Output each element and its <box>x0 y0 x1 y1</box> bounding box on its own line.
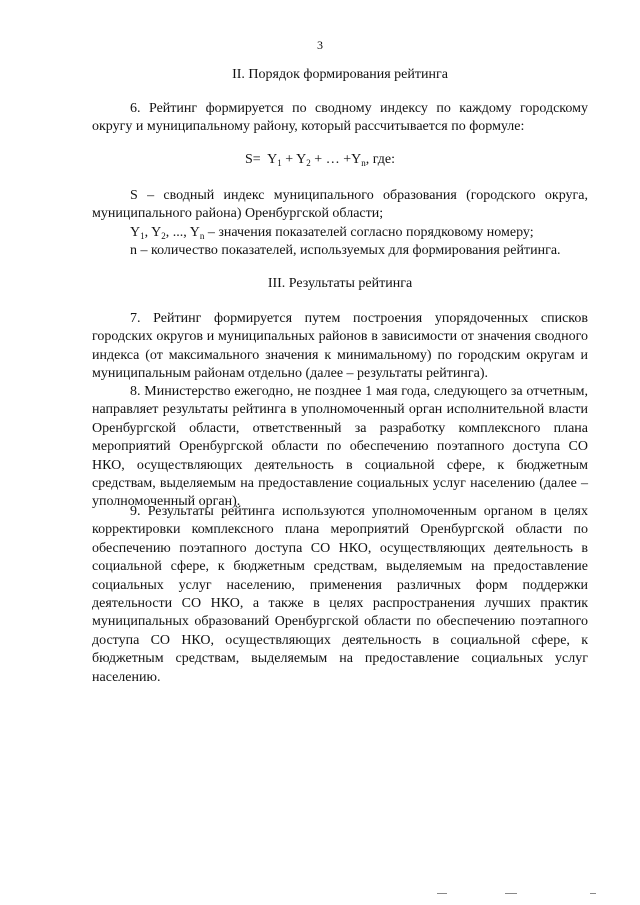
def-sub-1: 1 <box>140 231 145 241</box>
formula-sub-2: 2 <box>306 158 311 168</box>
formula-y1: Y <box>267 152 278 167</box>
scan-mark <box>505 893 517 894</box>
section-heading-3: III. Результаты рейтинга <box>267 276 413 291</box>
paragraph-9: 9. Результаты рейтинга используются уполномоченным органом в целях корректировки комплексного плана мероприятий Оренбургской области по обеспечению поэтапного доступа СО НКО, осуществляющих деятельность в социальной сфере, к бюджетным средствам, выделяемым на предоставление социальных услуг населению, применения различных форм поддержки деятельности СО НКО, а также в целях распространения лучших практик муниципальных образований Оренбургской области по обеспечению поэтапного доступа СО НКО, осуществляющих деятельность в социальной сфере, к бюджетным средствам, выделяемым на предоставление социальных услуг населению. <box>92 504 588 685</box>
def-sep-1: , <box>144 225 152 240</box>
formula-tail: , где: <box>365 152 395 167</box>
def-yn: Y <box>189 225 200 240</box>
section-heading-2: II. Порядок формирования рейтинга <box>232 67 448 82</box>
formula-sub-1: 1 <box>277 158 282 168</box>
formula-lhs: S= <box>244 152 261 167</box>
definition-s: S – сводный индекс муниципального образования (городского округа, муниципального района) Оренбургской области; <box>92 188 588 222</box>
def-y-text: – значения показателей согласно порядковому номеру; <box>204 225 534 240</box>
formula-plus: + <box>281 152 297 167</box>
scan-mark <box>437 893 447 894</box>
definition-n: n – количество показателей, используемых для формирования рейтинга. <box>130 243 561 258</box>
paragraph-8: 8. Министерство ежегодно, не позднее 1 мая года, следующего за отчетным, направляет результаты рейтинга в уполномоченный орган исполнительной власти Оренбургской области, ответственный за разработку комплексного плана мероприятий Оренбургской области по обеспечению поэтапного доступа СО НКО, осуществляющих деятельность в социальной сфере, к бюджетным средствам, выделяемым на предоставление социальных услуг населению (далее – уполномоченный орган). <box>92 384 588 510</box>
formula-sub-n: n <box>361 158 366 168</box>
scan-mark <box>590 893 596 894</box>
def-y1: Y <box>130 225 141 240</box>
definition-y <box>92 224 588 242</box>
formula-ellipsis: + … + <box>310 152 352 167</box>
sum-formula <box>0 152 640 168</box>
page-number: 3 <box>317 38 323 52</box>
def-y2: Y <box>151 225 162 240</box>
footer-scan-marks <box>0 893 640 897</box>
def-sub-2: 2 <box>161 231 166 241</box>
formula-yn: Y <box>351 152 362 167</box>
paragraph-7: 7. Рейтинг формируется путем построения упорядоченных списков городских округов и муниципальных районов в зависимости от значения сводного индекса (от максимального значения к минимальному) по городским округам и муниципальным районам отдельно (далее – результаты рейтинга). <box>92 311 588 382</box>
def-sub-n: n <box>199 231 205 241</box>
def-sep-2: , ..., <box>165 225 190 240</box>
paragraph-6: 6. Рейтинг формируется по сводному индексу по каждому городскому округу и муниципальному району, который рассчитывается по формуле: <box>92 101 588 135</box>
formula-y2: Y <box>296 152 307 167</box>
